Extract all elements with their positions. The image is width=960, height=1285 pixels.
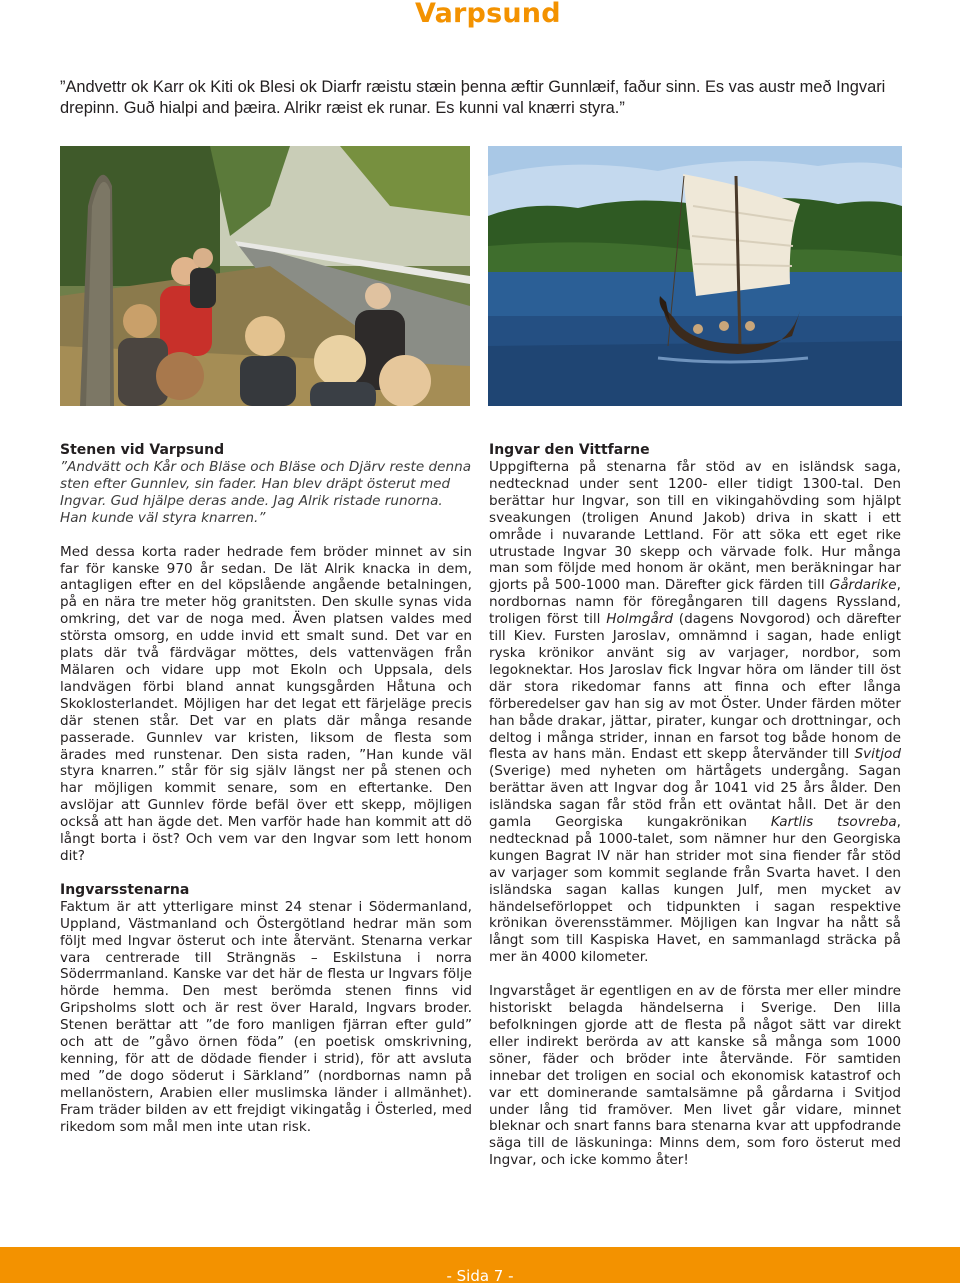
section-heading-varpsund-stone: Stenen vid Varpsund: [60, 442, 225, 458]
section-heading-ingvar-stones: Ingvarsstenarna: [60, 881, 190, 898]
paragraph-varpsund-stone: Med dessa korta rader hedrade fem bröder minnet av sin far för kanske 970 år sedan. De lät Alrik knacka in dem, antagligen efter en del köpslående angående betalningen, på en nära tre meter hög granitsten. Den skulle synas vida omkring, det var de noga med. Även platsen valdes med största omsorg, en udde invid ett smalt sund. Det var en plats där två färdvägar möttes, dels vattenvägen från Mälaren och vidare upp mot Ekoln och Uppsala, dels landvägen förbi bland annat kungsgården Håtuna och Skoklosterlandet. Möjligen har det legat ett färjeläge precis där stenen står. Det var en plats där många resande passerade. Gunnlev var kristen, liksom de flesta som ärades med runstenar. Den sista raden, ”Han kunde väl styra knarren.” står för sig själv längst ner på stenen och har möjligen kommit senare, som en eftertanke. Den avslöjar att Gunnlev förde befäl över ett skepp, möjligen också att han ägde det. Men varför hade han kommit att dö långt borta i öst? Och vem var den Ingvar som lett honom dit?: [60, 543, 472, 864]
term-gardarike: Gårdarike: [829, 577, 897, 594]
saga-text-part: , nordbornas namn för föregångaren till dagens Ryssland, troligen först till: [489, 577, 901, 628]
paragraph-ingvar-expedition: Ingvarståget är egentligen en av de första mer eller mindre historiskt belagda händelserna i Sverige. Den lilla befolkningen gjorde att de flesta på något sätt var direkt eller indirekt berörda av att kanske så många som 1000 söner, fäder och bröder inte återvände. För samtiden innebar det troligen en social och ekonomisk katastrof och var ett dominerande samtalsämne på gårdarna i Svitjod under lång tid framöver. Men livet går vidare, minnet bleknar och snart fanns bara stenarna kvar att uppfodrande säga till de läskuninga: Minns dem, som foro österut med Ingvar, och icke kommo åter!: [489, 983, 901, 1169]
viking-ship-photo-illustration: [488, 146, 902, 406]
paragraph-ingvar-saga: [489, 459, 901, 966]
rune-stone-photo-illustration: [60, 146, 470, 406]
saga-text-part: Uppgifterna på stenarna får stöd av en isländsk saga, nedtecknad under sent 1200- eller tidigt 1300-tal. Den berättar hur Ingvar, son till en vikingahövding som hjälpt sveakungen (troligen Anund Jakob) driva in skatt i ett område i nuvarande Lettland. För att söka ett eget rike utrustade Ingvar 30 skepp och värvade folk. Hur många man som följde med honom är okänt, men beräkningar har gjorts på 500-1000 man. Därefter gick färden till: [489, 459, 901, 594]
rune-stone-photo: [60, 146, 470, 406]
saga-text-part: (dagens Novgorod) och därefter till Kiev. Fursten Jaroslav, omnämnd i sagan, hade enligt ryska krönikor använt sig av varjager, nordbor, som legoknektar. Hos Jaroslav fick Ingvar höra om länder till öst där stora rikedomar fanns att finna och efter långa förberedelser gav han sig av mot Öster. Under färden möter han både drakar, jättar, pirater, kungar och drottningar, och deltog i många strider, innan en farsot tog både honom de flesta av hans män. Endast ett skepp återvänder till: [489, 611, 902, 763]
stone-translation-caption: ”Andvätt och Kår och Bläse och Bläse och Djärv reste denna sten efter Gunnlev, sin fader. Han blev dräpt österut med Ingvar. Gud hjälpe deras ande. Jag Alrik ristade runorna. Han kunde väl styra knarren.”: [60, 459, 472, 526]
page-title: Varpsund: [415, 0, 561, 29]
page-number: - Sida 7 -: [446, 1267, 514, 1285]
term-kartlis-tsovreba: Kartlis tsovreba: [770, 814, 897, 831]
right-column: [489, 442, 901, 1169]
viking-ship-photo: [488, 146, 902, 406]
term-svitjod: Svitjod: [854, 746, 901, 763]
section-heading-ingvar-vittfarne: Ingvar den Vittfarne: [489, 442, 650, 458]
saga-text-part: , nedtecknad på 1000-talet, som nämner hur den Georgiska kungen Bagrat IV när han strider mot sina fiender får stöd av varjager som kommit seglande från Svarta havet. I den isländska sagan kallas kungen Julf, men mycket av händelseförloppet och tidpunkten i sagan respektive krönikan överensstämmer. Möjligen kan Ingvar ha nått så långt som till Kaspiska Havet, en sammanlagd sträcka på mer än 4000 kilometer.: [489, 814, 901, 966]
runic-inscription-quote: ”Andvettr ok Karr ok Kiti ok Blesi ok Diarfr ræistu stæin þenna æftir Gunnlæif, faður sinn. Es vas austr með Ingvari drepinn. Guð hialpi and þæira. Alrikr ræist ek runar. Es kunni val knærri styra.”: [60, 78, 886, 117]
paragraph-ingvar-stones: Faktum är att ytterligare minst 24 stenar i Södermanland, Uppland, Västmanland och Östergötland hedrar män som följt med Ingvar österut och inte återvänt. Stenarna verkar vara centrerade till Strängnäs – Eskilstuna i norra Söderrmanland. Kanske var det här de flesta ur Ingvars följe hörde hemma. Den mest berömda stenen finns vid Gripsholms slott och är rest över Harald, Ingvars broder. Stenen berättar att ”de foro manligen fjärran efter guld” och att de ”gåvo örnen föda” (en poetisk omskrivning, kenning, för att de dödade fiender i strid), för att avsluta med ”de dogo söderut i Särkland” (nordbornas namn på mellanöstern, Arabien eller muslimska länder i allmänhet). Fram träder bilden av ett frejdigt vikingatåg i Österled, med rikedom som mål men inte utan risk.: [60, 898, 472, 1135]
left-column: [60, 442, 472, 1136]
saga-text-part: (Sverige) med nyheten om härtågets undergång. Sagan berättar även att Ingvar dog år 1041 vid 25 års ålder. Den isländska sagan får stöd från ett oväntat håll. Det är den gamla Georgiska kungakrönikan: [489, 763, 901, 831]
term-holmgard: Holmgård: [606, 611, 673, 628]
